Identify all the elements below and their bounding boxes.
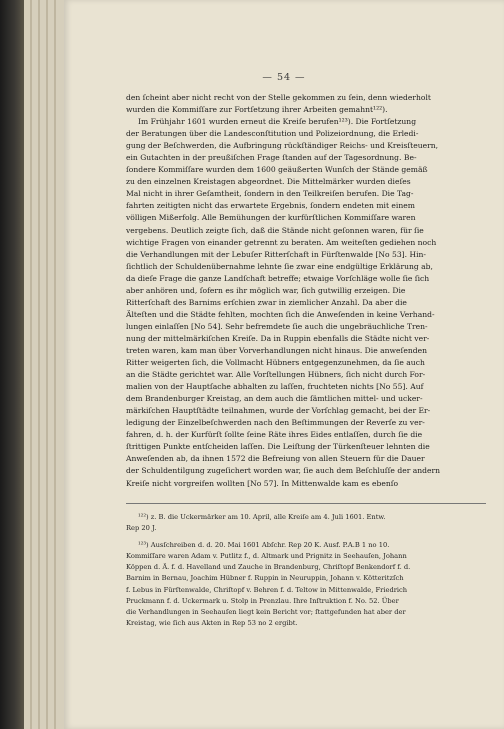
book-page-stack [24, 0, 504, 729]
footnote-line: f. Lebus in Fürſtenwalde, Chriſtopf v. Behren f. d. Teltow in Mittenwalde, Friedrich [126, 585, 408, 594]
scan-background-edge [0, 0, 24, 729]
text-line: an die Städte gerichtet war. Alle Vorſtellungen Hübners, ſich nicht durch For- [126, 370, 426, 380]
page-number: — 54 — [262, 72, 306, 83]
text-line: gung der Beſchwerden, die Aufbringung rückſtändiger Reichs- und Kreisſteuern, [126, 141, 439, 151]
text-line: vergebens. Deutlich zeigte ſich, daß die Stände nicht geſonnen waren, für ſie [126, 225, 424, 235]
text-line: den ſcheint aber nicht recht von der Stelle gekommen zu ſein, denn wiederholt [126, 93, 431, 102]
text-line: treten waren, kam man über Vorverhandlungen nicht hinaus. Die anweſenden [126, 345, 427, 355]
footnote-line: Barnim in Bernau, Joachim Hübner f. Ruppin in Neuruppin, Johann v. Kötteritzſch [126, 574, 404, 583]
text-line: dem Brandenburger Kreistag, an dem auch die ſämtlichen mittel- und ucker- [126, 394, 423, 404]
text-line: ſondere Kommiſſare wurden dem 1600 geäußerten Wunſch der Stände gemäß [126, 165, 428, 175]
text-line: der Schuldentilgung zugeſichert worden war, ſie auch dem Beſchluſſe der andern [126, 466, 441, 476]
text-line: zu den einzelnen Kreistagen abgeordnet. Die Mittelmärker wurden dieſes [126, 177, 411, 187]
body-text [126, 92, 486, 490]
text-line: nung der mittelmärkiſchen Kreiſe. Da in Ruppin ebenfalls die Städte nicht ver- [126, 333, 430, 343]
page-edge-line [30, 0, 32, 729]
page-edge-line [46, 0, 48, 729]
text-line: ein Gutachten in der preußiſchen Frage ſtanden auf der Tagesordnung. Be- [126, 153, 417, 163]
text-line: Älteſten und die Städte fehlten, mochten ſich die Anweſenden in keine Verhand- [126, 309, 435, 319]
text-line: völligen Mißerfolg. Alle Bemühungen der kurfürſtlichen Kommiſſare waren [126, 213, 416, 223]
text-line: fahren, d. h. der Kurfürſt ſollte ſeine Räte ihres Eides entlaſſen, durch ſie die [126, 430, 423, 440]
text-line: wichtige Fragen von einander getrennt zu beraten. Am weiteſten gediehen noch [126, 237, 437, 247]
footnote-separator [126, 503, 486, 504]
footnote-line: ¹²³) Ausſchreiben d. d. 20. Mai 1601 Abſchr. Rep 20 K. Ausf. P.A.B 1 no 10. [138, 541, 390, 550]
text-line: Anweſenden ab, da ihnen 1572 die Befreiung von allen Steuern für die Dauer [126, 454, 425, 464]
footnote-line: Kommiſſare waren Adam v. Putlitz f., d. Altmark und Prignitz in Seehauſen, Johann [126, 552, 407, 561]
footnote-line: Rep 20 J. [126, 524, 157, 533]
footnotes [126, 512, 486, 629]
footnote-line: die Verhandlungen in Seehauſen liegt kein Bericht vor; ſtattgefunden hat aber der [126, 607, 406, 616]
book-page [64, 0, 504, 729]
text-line: Kreiſe nicht vorgreifen wollten [No 57]. In Mittenwalde kam es ebenſo [126, 478, 399, 488]
text-line: Im Frühjahr 1601 wurden erneut die Kreiſe berufen¹²³). Die Fortſetzung [138, 117, 417, 127]
text-line: der Beratungen über die Landesconſtitution und Polizeiordnung, die Erledi- [126, 129, 419, 139]
text-line: märkiſchen Hauptſtädte teilnahmen, wurde der Vorſchlag gemacht, bei der Er- [126, 406, 431, 416]
footnote-line: Kreistag, wie ſich aus Akten in Rep 53 no 2 ergibt. [126, 618, 298, 627]
text-line: Ritterſchaft des Barnims erſchien zwar in ziemlicher Anzahl. Da aber die [126, 297, 407, 307]
text-line: ſichtlich der Schuldenübernahme lehnte ſie zwar eine endgültige Erklärung ab, [126, 261, 433, 271]
text-line: Mal nicht in ihrer Geſamtheit, ſondern in den Teilkreiſen berufen. Die Tag- [126, 189, 414, 199]
footnote-line: Köppen d. Ä. f. d. Havelland und Zauche in Brandenburg, Chriſtopf Benkendorf f. d. [126, 563, 411, 572]
text-line: lungen einlaſſen [No 54]. Sehr befremdete ſie auch die ungebräuchliche Tren- [126, 321, 428, 331]
text-line: ledigung der Einzelbeſchwerden nach den Beſtimmungen der Reverſe zu ver- [126, 418, 425, 428]
footnote-line: ¹²²) z. B. die Uckermärker am 10. April, alle Kreiſe am 4. Juli 1601. Entw. [138, 513, 386, 521]
text-line: malien von der Hauptſache abhalten zu laſſen, fruchteten nichts [No 55]. Auf [126, 382, 424, 392]
footnote [126, 540, 486, 629]
page-edge-line [38, 0, 40, 729]
text-line: Ritter weigerten ſich, die Vollmacht Hübners entgegenzunehmen, da ſie auch [126, 358, 425, 368]
text-line: fahrten zeitigten nicht das erwartete Ergebnis, ſondern endeten mit einem [126, 201, 415, 211]
text-line: wurden die Kommiſſare zur Fortſetzung ihrer Arbeiten gemahnt¹²²). [126, 105, 388, 115]
footnote-line: Pruckmann f. d. Uckermark u. Stolp in Prenzlau. Ihre Inſtruktion f. No. 52. Über [126, 596, 399, 605]
text-line: da dieſe Frage die ganze Landſchaft betreffe; etwaige Vorſchläge wolle ſie ſich [126, 273, 430, 283]
page-edge-line [54, 0, 56, 729]
text-line: aber anhören und, ſofern es ihr möglich war, ſich gutwillig erzeigen. Die [126, 285, 406, 295]
text-line: die Verhandlungen mit der Lebuſer Ritterſchaft in Fürſtenwalde [No 53]. Hin- [126, 249, 426, 259]
text-line: ſtrittigen Punkte entſcheiden laſſen. Die Leiſtung der Türkenſteuer lehnten die [126, 442, 430, 452]
footnote [126, 512, 486, 534]
